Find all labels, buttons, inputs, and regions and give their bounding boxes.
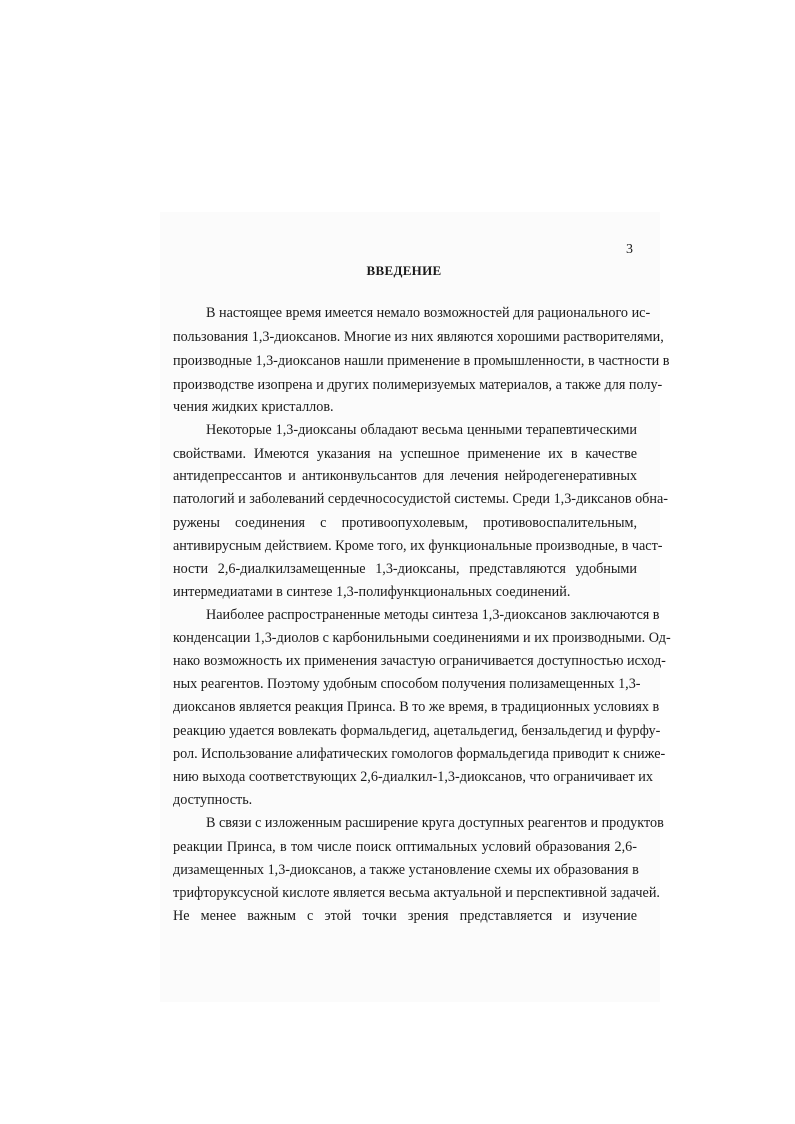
- text-line: ных реагентов. Поэтому удобным способом получения полизамещенных 1,3-: [173, 676, 641, 692]
- text-line: конденсации 1,3-диолов с карбонильными соединениями и их производными. Од-: [173, 630, 671, 646]
- text-line: В настоящее время имеется немало возможностей для рационального ис-: [206, 305, 651, 321]
- text-line: Некоторые 1,3-диоксаны обладают весьма ценными терапевтическими: [206, 422, 637, 438]
- text-line: свойствами. Имеются указания на успешное применение их в качестве: [173, 446, 637, 462]
- text-line: производные 1,3-диоксанов нашли применение в промышленности, в частности в: [173, 353, 670, 369]
- text-line: Не менее важным с этой точки зрения представляется и изучение: [173, 908, 637, 924]
- text-line: ности 2,6-диалкилзамещенные 1,3-диоксаны, представляются удобными: [173, 561, 637, 577]
- text-line: доступность.: [173, 792, 253, 808]
- text-line: реакцию удается вовлекать формальдегид, ацетальдегид, бензальдегид и фурфу-: [173, 723, 661, 739]
- text-line: Наиболее распространенные методы синтеза 1,3-диоксанов заключаются в: [206, 607, 660, 623]
- page-title: ВВЕДЕНИЕ: [366, 263, 442, 278]
- text-line: нако возможность их применения зачастую ограничивается доступностью исход-: [173, 653, 666, 669]
- text-line: антидепрессантов и антиконвульсантов для лечения нейродегенеративных: [173, 468, 637, 484]
- text-line: В связи с изложенным расширение круга доступных реагентов и продуктов: [206, 815, 664, 831]
- text-line: чения жидких кристаллов.: [173, 399, 334, 415]
- text-line: антивирусным действием. Кроме того, их функциональные производные, в част-: [173, 538, 663, 554]
- page-number: 3: [626, 242, 633, 257]
- text-line: дизамещенных 1,3-диоксанов, а также установление схемы их образования в: [173, 862, 639, 878]
- text-line: производстве изопрена и других полимеризуемых материалов, а также для полу-: [173, 377, 663, 393]
- text-line: рол. Использование алифатических гомологов формальдегида приводит к сниже-: [173, 746, 666, 762]
- text-line: трифторуксусной кислоте является весьма актуальной и перспективной задачей.: [173, 885, 660, 901]
- text-line: ружены соединения с противоопухолевым, противовоспалительным,: [173, 515, 637, 531]
- text-line: пользования 1,3-диоксанов. Многие из них являются хорошими растворителями,: [173, 329, 664, 345]
- text-line: реакции Принса, в том числе поиск оптимальных условий образования 2,6-: [173, 839, 637, 855]
- text-line: интермедиатами в синтезе 1,3-полифункциональных соединений.: [173, 584, 571, 600]
- text-line: нию выхода соответствующих 2,6-диалкил-1,3-диоксанов, что ограничивает их: [173, 769, 653, 785]
- text-line: диоксанов является реакция Принса. В то же время, в традиционных условиях в: [173, 699, 660, 715]
- text-line: патологий и заболеваний сердечнососудистой системы. Среди 1,3-диксанов обна-: [173, 491, 669, 507]
